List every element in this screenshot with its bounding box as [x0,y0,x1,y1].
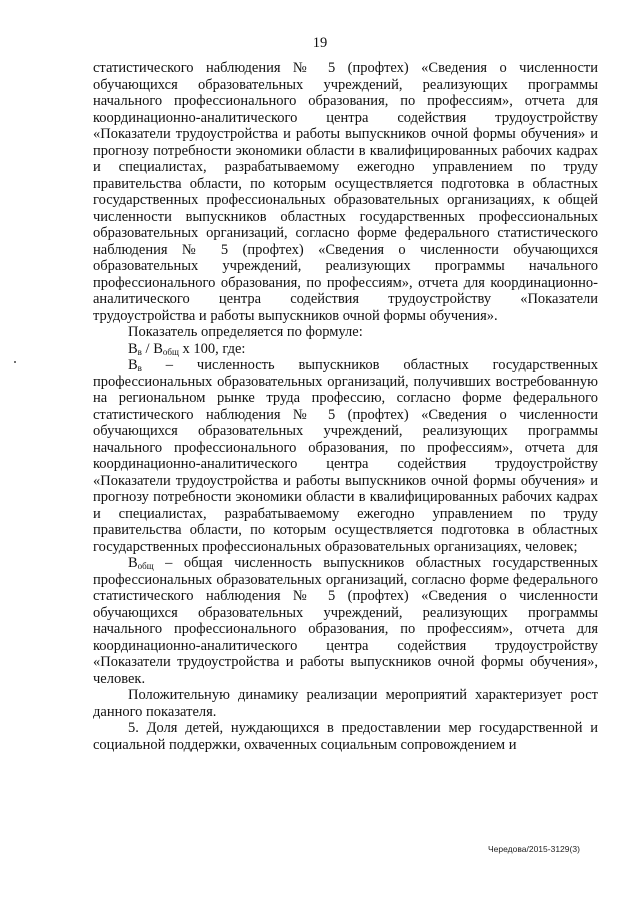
paragraph-intro-continuation: статистического наблюдения № 5 (профтех) «Сведения о численности обучающихся образовательных учреждений, реализующих программы начального профессионального образования, по профессиям», отчета для координационно-аналитического центра содействия трудоустройству «Показатели трудоустройства и работы выпускников очной формы обучения» и прогнозу потребности экономики области в квалифицированных рабочих кадрах и специалистах, разрабатываемому ежегодно управлением по труду правительства области, по которым осуществляется подготовка в областных государственных профессиональных образовательных организациях, к общей численности выпускников областных государственных профессиональных образовательных организаций, согласно форме федерального статистического наблюдения № 5 (профтех) «Сведения о численности обучающихся образовательных учреждений, реализующих программы начального профессионального образования, по профессиям», отчета для координационно-аналитического центра содействия трудоустройству «Показатели трудоустройства и работы выпускников очной формы обучения». [93,60,598,324]
definition-bv [93,357,598,555]
term-bv: В [128,357,138,373]
formula-separator: / [141,340,154,357]
scan-mark [14,361,16,363]
definition-bobsh-text: – общая численность выпускников областных государственных профессиональных образовательных организаций, согласно форме федерального статистического наблюдения № 5 (профтех) «Сведения о численности обучающихся образовательных учреждений, реализующих программы начального профессионального образования, по профессиям», отчета для координационно-аналитического центра содействия трудоустройству «Показатели трудоустройства и работы выпускников очной формы обучения», человек. [93,555,598,687]
formula-denominator-sub: общ [162,346,179,357]
term-bobsh: В [128,555,138,571]
paragraph-formula-intro: Показатель определяется по формуле: [128,324,363,340]
definition-bobsh [93,555,598,687]
term-bobsh-sub: общ [137,561,154,571]
formula-line [93,341,598,358]
paragraph-dynamics: Положительную динамику реализации мероприятий характеризует рост данного показателя. [93,687,598,720]
definition-bv-text: – численность выпускников областных государственных профессиональных образовательных организаций, получивших востребованную на региональном рынке труда профессию, согласно форме федерального статистического наблюдения № 5 (профтех) «Сведения о численности обучающихся образовательных учреждений, реализующих программы начального профессионального образования, по профессиям», отчета для координационно-аналитического центра содействия трудоустройству «Показатели трудоустройства и работы выпускников очной формы обучения» и прогнозу потребности экономики области в квалифицированных рабочих кадрах и специалистах, разрабатываемому ежегодно управлением по труду правительства области, по которым осуществляется подготовка в областных государственных профессиональных образовательных организациях, человек; [93,357,598,555]
formula-numerator: В [128,340,138,357]
page-number: 19 [312,35,328,51]
document-body [93,60,598,753]
formula-numerator-sub: в [137,346,142,357]
formula-rest: x 100, где: [178,340,246,357]
formula-denominator: В [153,340,163,357]
footer-reference: Чередова/2015-3129(3) [488,844,580,854]
paragraph-item-5: 5. Доля детей, нуждающихся в предоставлении мер государственной и социальной поддержки, охваченных социальным сопровождением и [93,720,598,753]
term-bv-sub: в [137,363,142,373]
